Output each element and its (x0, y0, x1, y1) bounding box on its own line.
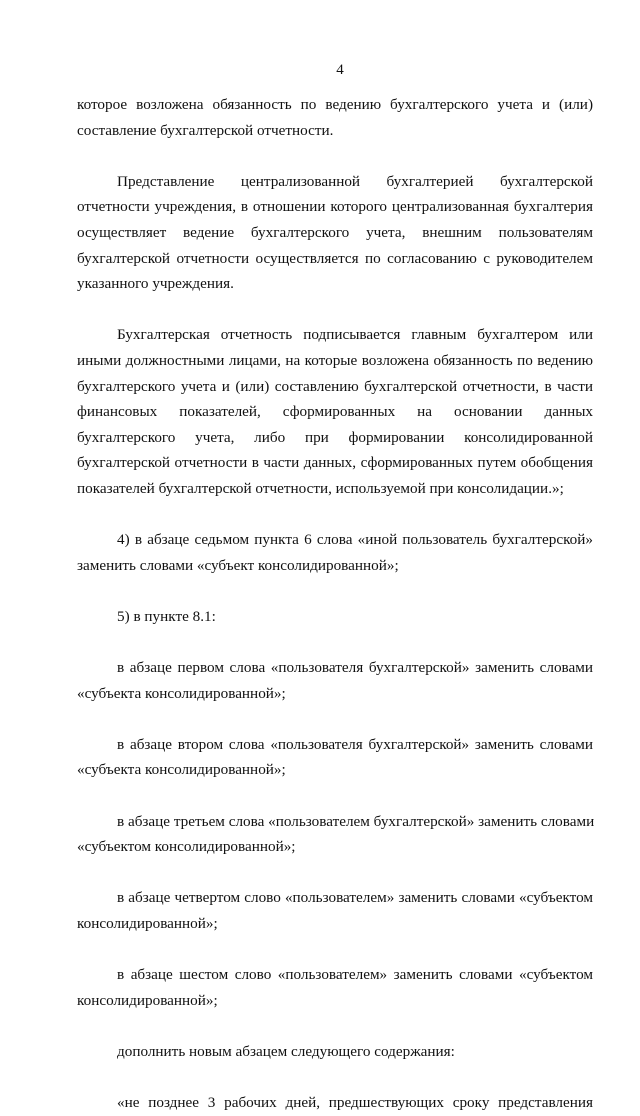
text-line: бухгалтерского учета и (или) составлению бухгалтерской отчетности, в части (77, 377, 593, 395)
paragraph (77, 655, 593, 706)
text-line: составление бухгалтерской отчетности. (77, 121, 334, 139)
text-line: бухгалтерской отчетности осуществляется по согласованию с руководителем (77, 249, 593, 267)
text-line: в абзаце четвертом слово «пользователем» заменить словами «субъектом (117, 889, 593, 907)
text-line: показателей бухгалтерской отчетности, используемой при консолидации.»; (77, 479, 564, 497)
paragraph (77, 604, 593, 630)
text-line: Представление централизованной бухгалтерией бухгалтерской (117, 172, 593, 190)
text-line: отчетности учреждения, в отношении которого централизованная бухгалтерия (77, 198, 593, 216)
text-line: указанного учреждения. (77, 275, 234, 293)
text-line: «субъектом консолидированной»; (77, 838, 296, 856)
paragraph (77, 1090, 593, 1116)
paragraph (77, 527, 593, 578)
paragraph (77, 92, 593, 143)
text-line: дополнить новым абзацем следующего содержания: (117, 1042, 455, 1060)
text-line: заменить словами «субъект консолидированной»; (77, 556, 399, 574)
text-line: «не позднее 3 рабочих дней, предшествующих сроку представления (117, 1094, 593, 1112)
text-line: иными должностными лицами, на которые возложена обязанность по ведению (77, 351, 593, 369)
text-line: финансовых показателей, сформированных на основании данных (77, 403, 593, 421)
document-body (77, 92, 593, 1116)
text-line: 5) в пункте 8.1: (117, 607, 216, 625)
paragraph (77, 809, 593, 860)
text-line: осуществляет ведение бухгалтерского учета, внешним пользователям (77, 223, 593, 241)
text-line: Бухгалтерская отчетность подписывается главным бухгалтером или (117, 326, 593, 344)
text-line: в абзаце шестом слово «пользователем» заменить словами «субъектом (117, 966, 593, 984)
paragraph (77, 1039, 593, 1065)
text-line: бухгалтерского учета, либо при формировании консолидированной (77, 428, 593, 446)
text-line: которое возложена обязанность по ведению бухгалтерского учета и (или) (77, 96, 593, 113)
text-line: «субъекта консолидированной»; (77, 761, 286, 779)
text-line: консолидированной»; (77, 991, 218, 1009)
paragraph (77, 169, 593, 297)
text-line: «субъекта консолидированной»; (77, 684, 286, 702)
page-number: 4 (336, 62, 344, 78)
text-line: бухгалтерской отчетности в части данных, сформированных путем обобщения (77, 454, 593, 472)
paragraph (77, 322, 593, 501)
paragraph (77, 732, 593, 783)
paragraph (77, 962, 593, 1013)
text-line: в абзаце втором слова «пользователя бухгалтерской» заменить словами (117, 735, 593, 753)
text-line: в абзаце первом слова «пользователя бухгалтерской» заменить словами (117, 659, 593, 677)
text-line: в абзаце третьем слова «пользователем бухгалтерской» заменить словами (117, 812, 595, 830)
paragraph (77, 885, 593, 936)
text-line: 4) в абзаце седьмом пункта 6 слова «иной пользователь бухгалтерской» (117, 531, 593, 549)
text-line: консолидированной»; (77, 915, 218, 932)
